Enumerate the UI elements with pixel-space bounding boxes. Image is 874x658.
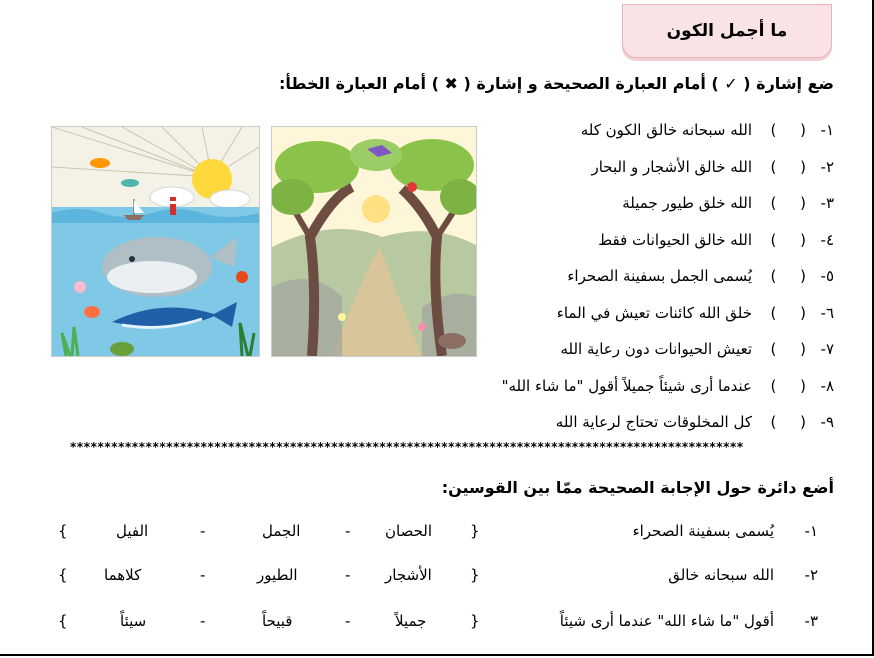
list-item bbox=[414, 295, 834, 332]
list-item bbox=[414, 149, 834, 186]
section-divider: ************************************************************************************************** bbox=[70, 440, 744, 454]
option-separator: - bbox=[200, 612, 206, 630]
list-item bbox=[414, 404, 834, 441]
option-choice[interactable]: الجمل bbox=[262, 522, 301, 540]
worksheet-title-box bbox=[622, 4, 832, 58]
answer-blank[interactable]: ( ) bbox=[770, 267, 806, 286]
option-separator: - bbox=[345, 612, 351, 630]
answer-blank[interactable]: ( ) bbox=[770, 413, 806, 432]
option-choice[interactable]: الطيور bbox=[257, 566, 298, 584]
option-separator: - bbox=[200, 522, 206, 540]
answer-blank[interactable]: ( ) bbox=[770, 157, 806, 176]
brace-close: } bbox=[58, 612, 68, 630]
item-number: ٢- bbox=[820, 157, 834, 176]
item-text: الله خلق طيور جميلة bbox=[622, 194, 752, 213]
forest-illustration bbox=[271, 126, 477, 357]
brace-open: { bbox=[470, 566, 480, 584]
option-choice[interactable]: قبيحاً bbox=[262, 612, 293, 630]
question-row bbox=[0, 566, 874, 596]
option-choice[interactable]: الحصان bbox=[385, 522, 433, 540]
item-number: ١- bbox=[820, 121, 834, 140]
option-separator: - bbox=[200, 566, 206, 584]
option-separator: - bbox=[345, 566, 351, 584]
list-item bbox=[414, 368, 834, 405]
question-number: ٣- bbox=[804, 612, 818, 630]
item-number: ٩- bbox=[820, 413, 834, 432]
list-item bbox=[414, 258, 834, 295]
item-text: كل المخلوقات تحتاج لرعاية الله bbox=[555, 413, 752, 432]
item-number: ٥- bbox=[820, 267, 834, 286]
answer-blank[interactable]: ( ) bbox=[770, 194, 806, 213]
list-item bbox=[414, 222, 834, 259]
true-false-list bbox=[414, 112, 834, 441]
option-separator: - bbox=[345, 522, 351, 540]
brace-open: { bbox=[470, 522, 480, 540]
question-number: ١- bbox=[804, 522, 818, 540]
option-choice[interactable]: الفيل bbox=[116, 522, 149, 540]
section1-instruction: ضع إشارة ( ✓ ) أمام العبارة الصحيحة و إشارة ( ✖ ) أمام العبارة الخطأ: bbox=[279, 74, 834, 93]
item-number: ٧- bbox=[820, 340, 834, 359]
answer-blank[interactable]: ( ) bbox=[770, 340, 806, 359]
answer-blank[interactable]: ( ) bbox=[770, 230, 806, 249]
item-text: عندما أرى شيئاً جميلاً أقول "ما شاء الله" bbox=[501, 376, 752, 395]
answer-blank[interactable]: ( ) bbox=[770, 303, 806, 322]
item-number: ٣- bbox=[820, 194, 834, 213]
item-text: الله خالق الحيوانات فقط bbox=[598, 230, 752, 249]
answer-blank[interactable]: ( ) bbox=[770, 376, 806, 395]
answer-blank[interactable]: ( ) bbox=[770, 121, 806, 140]
option-choice[interactable]: كلاهما bbox=[104, 566, 142, 584]
item-text: الله سبحانه خالق الكون كله bbox=[580, 121, 752, 140]
question-text: أقول "ما شاء الله" عندما أرى شيئاً bbox=[559, 612, 774, 630]
question-text: يُسمى بسفينة الصحراء bbox=[632, 522, 774, 540]
question-text: الله سبحانه خالق bbox=[668, 566, 774, 584]
list-item bbox=[414, 331, 834, 368]
sea-illustration bbox=[51, 126, 260, 357]
item-number: ٨- bbox=[820, 376, 834, 395]
item-number: ٦- bbox=[820, 303, 834, 322]
item-text: تعيش الحيوانات دون رعاية الله bbox=[560, 340, 752, 359]
worksheet-title: ما أجمل الكون bbox=[666, 21, 788, 41]
list-item bbox=[414, 185, 834, 222]
brace-close: } bbox=[58, 522, 68, 540]
option-choice[interactable]: الأشجار bbox=[385, 566, 432, 584]
question-number: ٢- bbox=[804, 566, 818, 584]
question-row bbox=[0, 612, 874, 642]
list-item bbox=[414, 112, 834, 149]
option-choice[interactable]: سيئاً bbox=[120, 612, 147, 630]
section2-instruction: أضع دائرة حول الإجابة الصحيحة ممّا بين القوسين: bbox=[441, 478, 834, 497]
brace-close: } bbox=[58, 566, 68, 584]
item-text: يُسمى الجمل بسفينة الصحراء bbox=[567, 267, 752, 286]
item-text: خلق الله كائنات تعيش في الماء bbox=[556, 303, 752, 322]
brace-open: { bbox=[470, 612, 480, 630]
question-row bbox=[0, 522, 874, 552]
item-number: ٤- bbox=[820, 230, 834, 249]
option-choice[interactable]: جميلاً bbox=[395, 612, 427, 630]
item-text: الله خالق الأشجار و البحار bbox=[591, 157, 752, 176]
